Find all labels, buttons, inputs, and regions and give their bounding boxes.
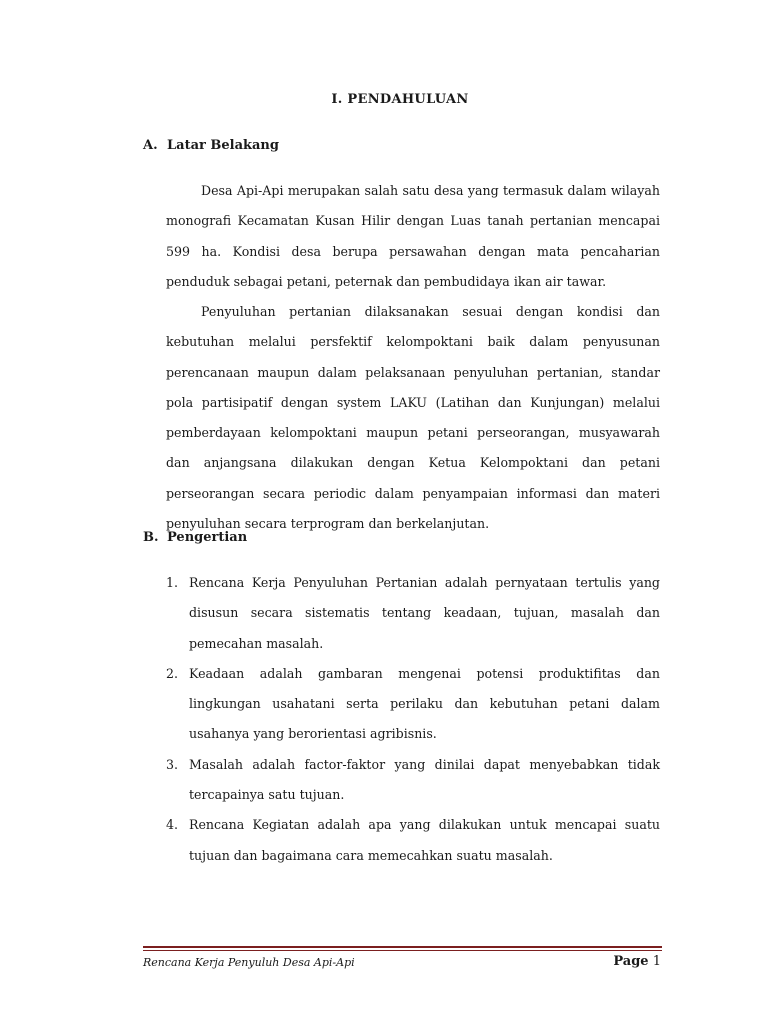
list-item xyxy=(166,750,660,811)
list-number: 4. xyxy=(166,817,179,833)
list-number: 2. xyxy=(166,665,179,681)
paragraph-1: Desa Api-Api merupakan salah satu desa yang termasuk dalam wilayah monografi Kecamatan Kusan Hilir dengan Luas tanah pertanian mencapai 599 ha. Kondisi desa berupa persawahan dengan mata pencaharian penduduk sebagai petani, peternak dan pembudidaya ikan air tawar. xyxy=(166,183,660,289)
section-title: Pengertian xyxy=(167,530,248,545)
list-text: Rencana Kerja Penyuluhan Pertanian adalah pernyataan tertulis yang disusun secara sistematis tentang keadaan, tujuan, masalah dan pemecahan masalah. xyxy=(189,575,660,651)
chapter-title: I. PENDAHULUAN xyxy=(331,92,469,107)
page-number xyxy=(613,954,661,969)
list-number: 1. xyxy=(166,575,179,590)
list-number: 3. xyxy=(166,756,179,772)
footer-title: Rencana Kerja Penyuluh Desa Api-Api xyxy=(143,956,355,969)
section-title: Latar Belakang xyxy=(167,138,279,153)
list-item xyxy=(166,810,660,871)
page-label: Page xyxy=(613,954,649,969)
list-text: Rencana Kegiatan adalah apa yang dilakukan untuk mencapai suatu tujuan dan bagaimana cara memecahkan suatu masalah. xyxy=(189,817,660,863)
list-text: Masalah adalah factor-faktor yang dinilai dapat menyebabkan tidak tercapainya satu tujuan. xyxy=(189,756,660,803)
paragraph-2: Penyuluhan pertanian dilaksanakan sesuai dengan kondisi dan kebutuhan melalui persfektif kelompoktani baik dalam penyusunan perencanaan maupun dalam pelaksanaan penyuluhan pertanian, standar pola partisipatif dengan system LAKU (Latihan dan Kunjungan) melalui pemberdayaan kelompoktani maupun petani perseorangan, musyawarah dan anjangsana dilakukan dengan Ketua Kelompoktani dan petani perseorangan secara periodic dalam penyampaian informasi dan materi penyuluhan secara terprogram dan berkelanjutan. xyxy=(166,304,660,532)
section-letter: A. xyxy=(143,138,158,153)
page-number-value: 1 xyxy=(652,954,661,969)
footer-divider xyxy=(143,946,662,948)
footer-divider-thin xyxy=(143,950,662,951)
list-text: Keadaan adalah gambaran mengenai potensi produktifitas dan lingkungan usahatani serta perilaku dan kebutuhan petani dalam usahanya yang berorientasi agribisnis. xyxy=(189,665,660,742)
section-letter: B. xyxy=(143,530,159,545)
section-heading-latar-belakang xyxy=(143,138,279,153)
section-heading-pengertian xyxy=(143,530,247,545)
list-item xyxy=(166,568,660,659)
definition-list xyxy=(166,568,660,871)
list-item xyxy=(166,659,660,750)
